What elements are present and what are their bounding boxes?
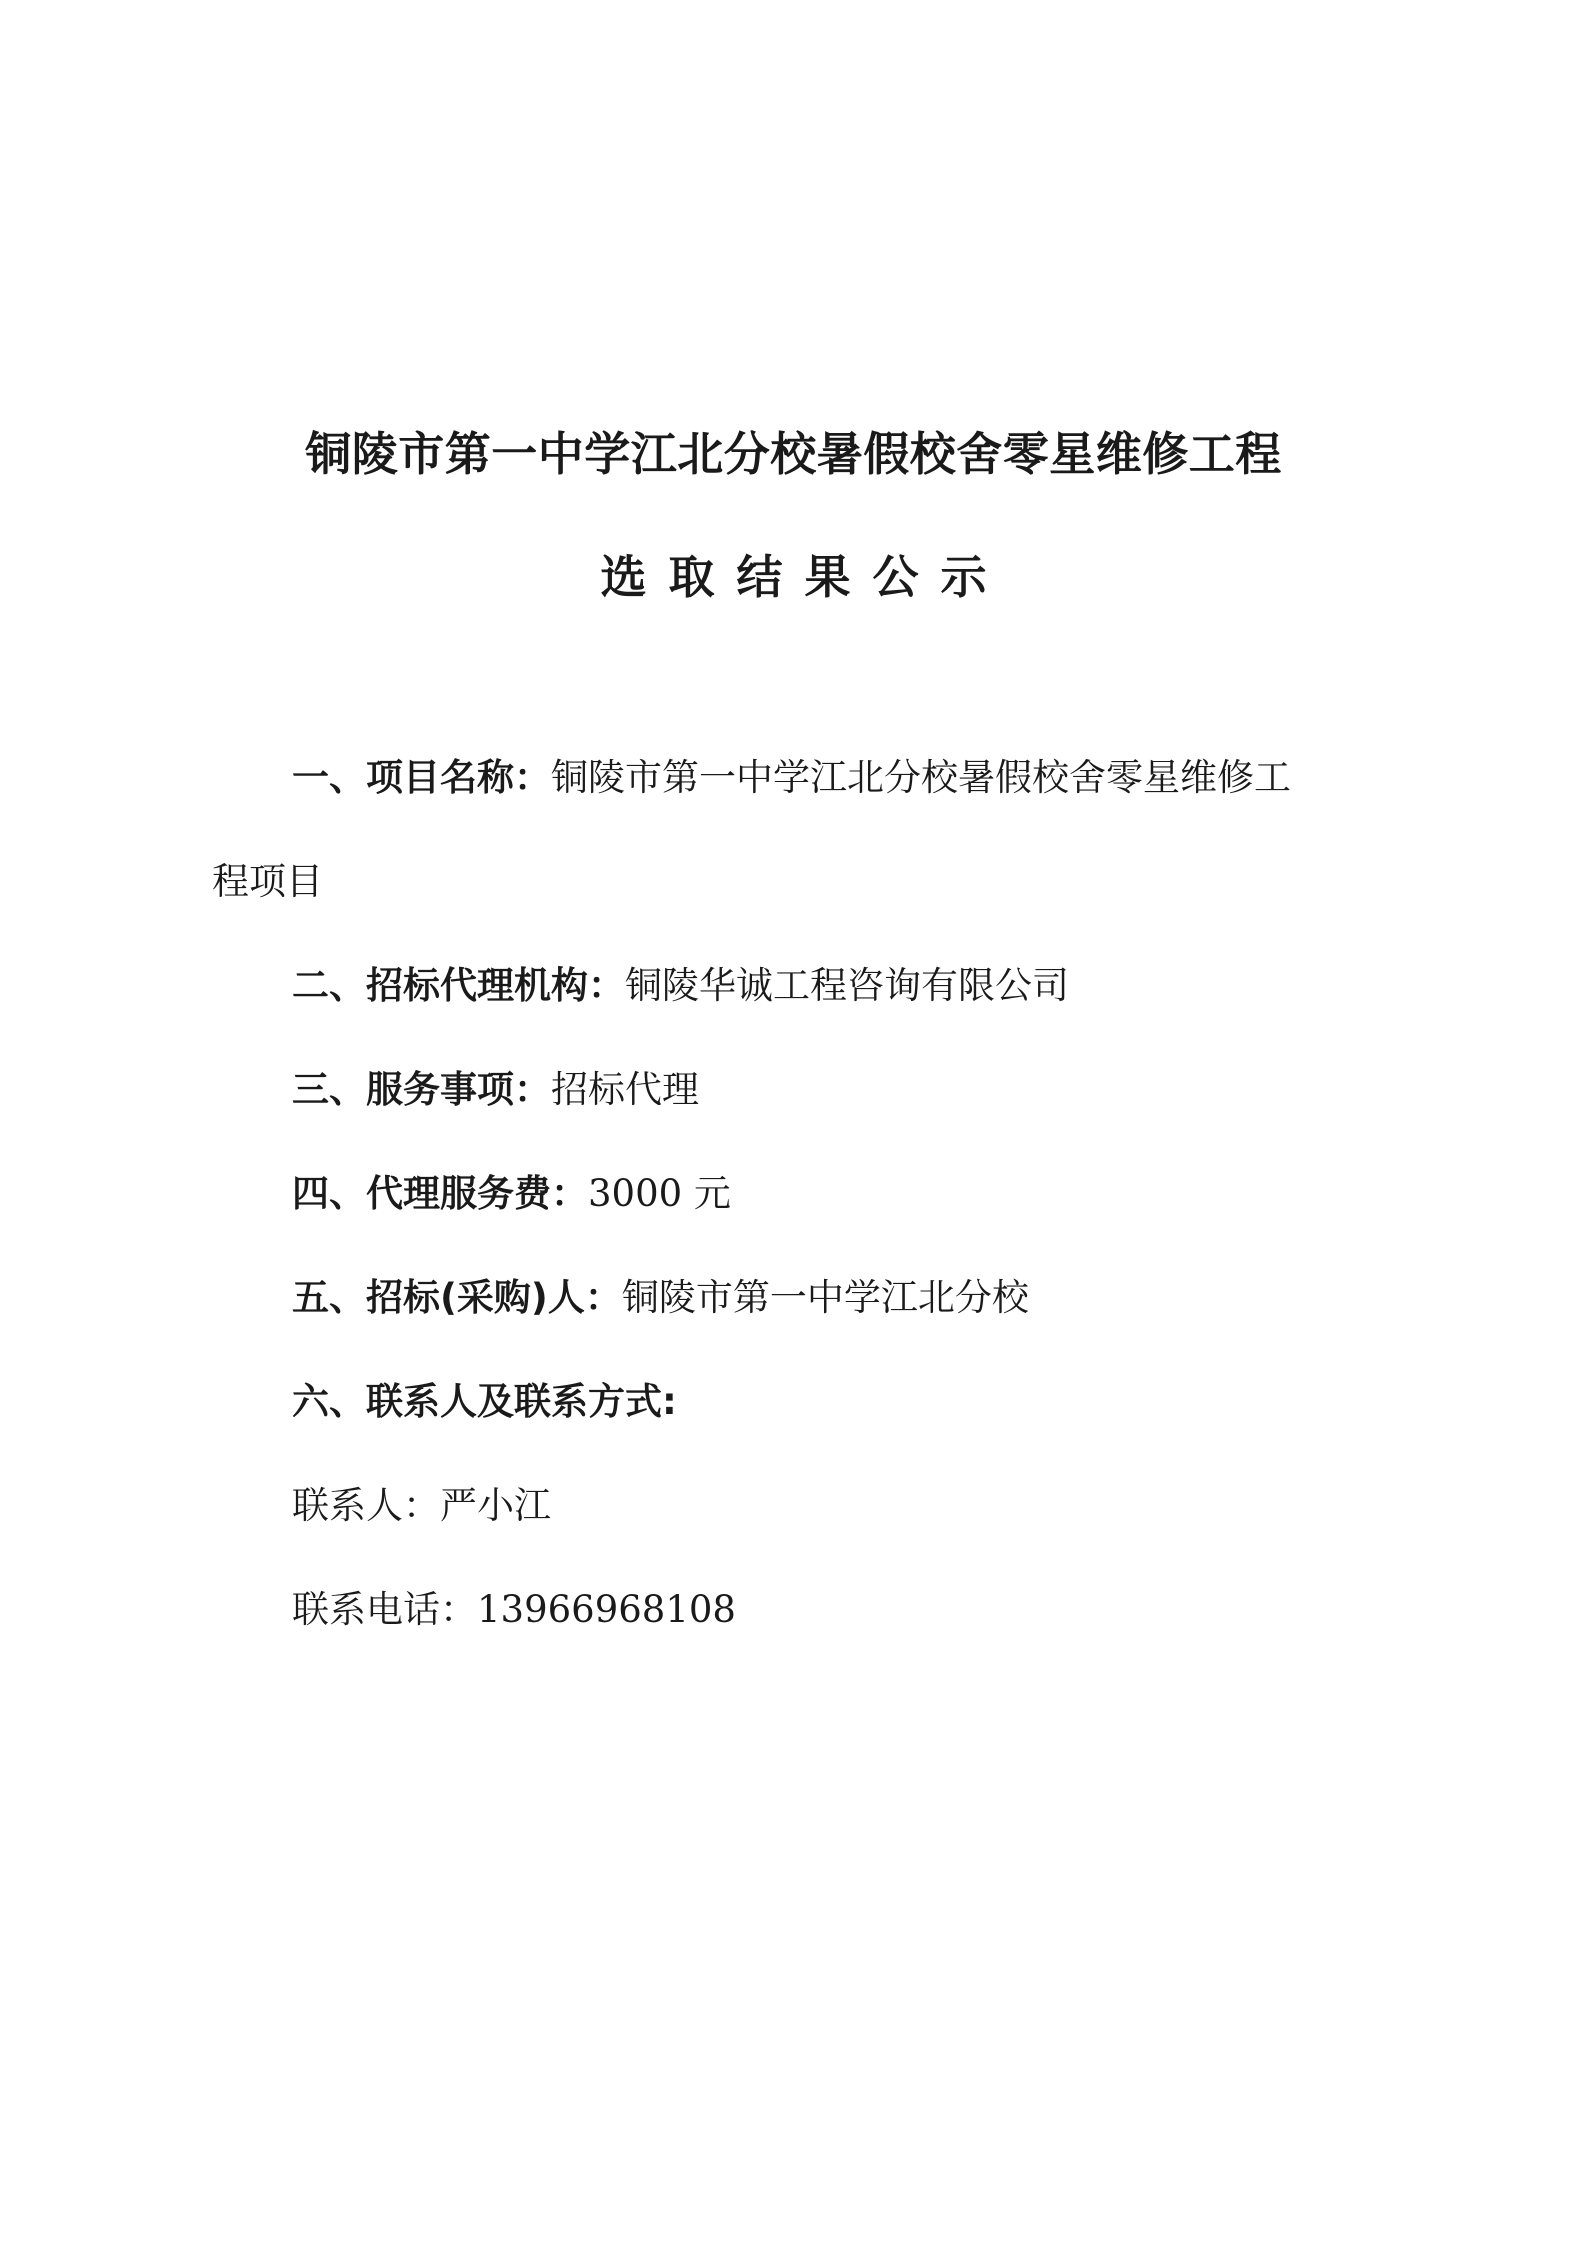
- item-service-label: 三、服务事项：: [292, 1068, 551, 1111]
- item-fee-value: 3000 元: [588, 1172, 731, 1215]
- item-purchaser: [292, 1272, 1029, 1324]
- item-contact-heading: [292, 1376, 677, 1428]
- item-contact-heading-label: 六、联系人及联系方式:: [292, 1380, 677, 1423]
- item-project-name-label: 一、项目名称：: [292, 756, 551, 799]
- item-agency-value: 铜陵华诚工程咨询有限公司: [625, 964, 1069, 1007]
- contact-phone: 联系电话：13966968108: [292, 1588, 736, 1631]
- item-agency: [292, 960, 1069, 1012]
- item-project-name-value-continued: 程项目: [212, 860, 323, 903]
- item-fee: [292, 1168, 731, 1220]
- item-service: [292, 1064, 699, 1116]
- document-title: 铜陵市第一中学江北分校暑假校舍零星维修工程: [305, 427, 1282, 481]
- item-fee-label: 四、代理服务费：: [292, 1172, 588, 1215]
- item-project-name-value: 铜陵市第一中学江北分校暑假校舍零星维修工: [551, 756, 1291, 799]
- item-project-name: [292, 752, 1291, 804]
- item-agency-label: 二、招标代理机构：: [292, 964, 625, 1007]
- item-purchaser-label: 五、招标(采购)人：: [292, 1276, 622, 1319]
- document-subtitle: 选取结果公示: [600, 550, 1009, 604]
- item-project-name-continued: [212, 856, 323, 908]
- item-service-value: 招标代理: [551, 1068, 699, 1111]
- item-purchaser-value: 铜陵市第一中学江北分校: [621, 1276, 1029, 1319]
- contact-person: 联系人：严小江: [292, 1484, 551, 1527]
